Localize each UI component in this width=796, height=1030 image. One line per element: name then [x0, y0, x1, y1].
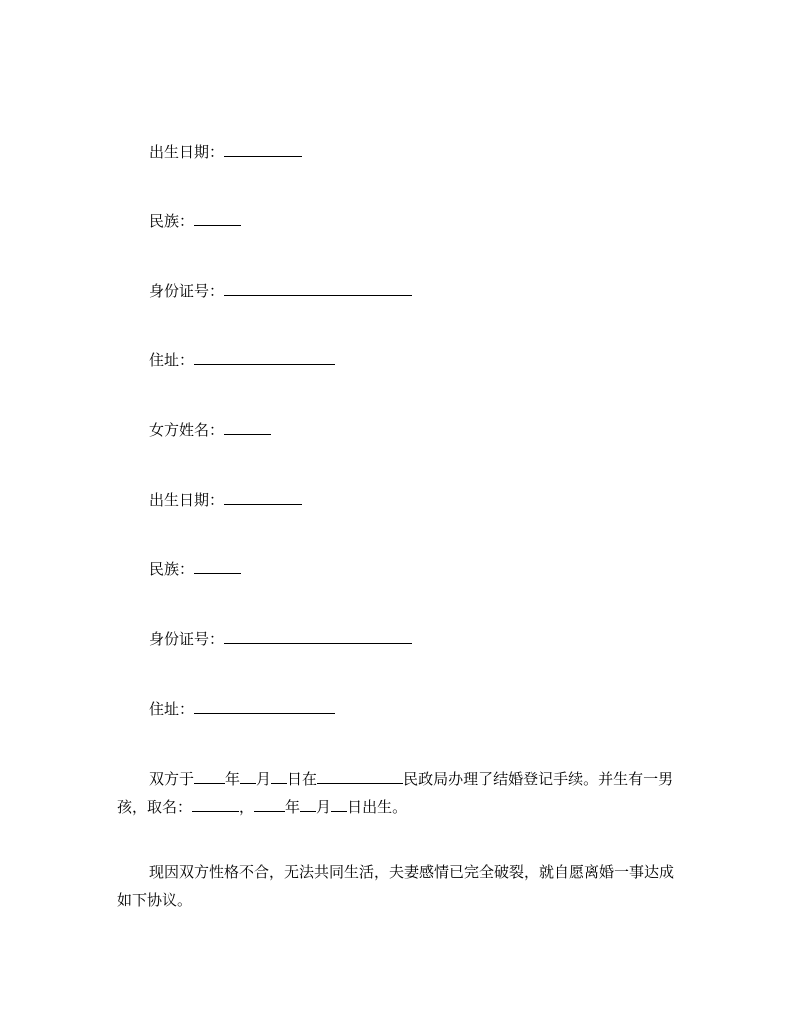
male-id-number-field — [149, 280, 412, 302]
female-address-field — [149, 698, 335, 720]
field-label: 出生日期： — [149, 491, 225, 509]
para-text: 双方于 — [149, 770, 195, 788]
para-text: 民政局办理了结婚登记手续。并生有一男孩，取名： — [117, 770, 674, 816]
fill-blank — [194, 210, 241, 226]
fill-blank — [240, 768, 256, 784]
para-text: 月 — [316, 798, 332, 816]
para-text: 年 — [285, 798, 301, 816]
male-ethnicity-field — [149, 210, 241, 232]
para-text: 年 — [225, 770, 241, 788]
field-label: 身份证号： — [149, 282, 225, 300]
female-id-number-field — [149, 628, 412, 650]
fill-blank — [224, 489, 302, 505]
fill-blank — [271, 768, 287, 784]
fill-blank — [224, 419, 271, 435]
female-ethnicity-field — [149, 558, 241, 580]
field-label: 身份证号： — [149, 630, 225, 648]
fill-blank — [224, 628, 412, 644]
female-birthdate-field — [149, 489, 302, 511]
para-text: ， — [239, 798, 255, 816]
field-label: 住址： — [149, 351, 195, 369]
marriage-info-paragraph — [117, 765, 682, 821]
fill-blank — [224, 141, 302, 157]
female-name-field — [149, 419, 271, 441]
fill-blank — [194, 349, 335, 365]
field-label: 女方姓名： — [149, 421, 225, 439]
fill-blank — [254, 796, 285, 812]
male-address-field — [149, 349, 335, 371]
fill-blank — [194, 558, 241, 574]
field-label: 住址： — [149, 700, 195, 718]
male-birthdate-field — [149, 141, 302, 163]
para-text: 日在 — [287, 770, 318, 788]
para-text: 日出生。 — [347, 798, 408, 816]
field-label: 民族： — [149, 212, 195, 230]
field-label: 民族： — [149, 560, 195, 578]
fill-blank — [194, 768, 225, 784]
fill-blank — [192, 796, 239, 812]
agreement-reason-paragraph: 现因双方性格不合，无法共同生活，夫妻感情已完全破裂，就自愿离婚一事达成如下协议。 — [117, 863, 675, 909]
para-text: 月 — [256, 770, 272, 788]
fill-blank — [300, 796, 316, 812]
fill-blank — [194, 698, 335, 714]
field-label: 出生日期： — [149, 143, 225, 161]
fill-blank — [331, 796, 347, 812]
fill-blank — [224, 280, 412, 296]
fill-blank — [317, 768, 403, 784]
